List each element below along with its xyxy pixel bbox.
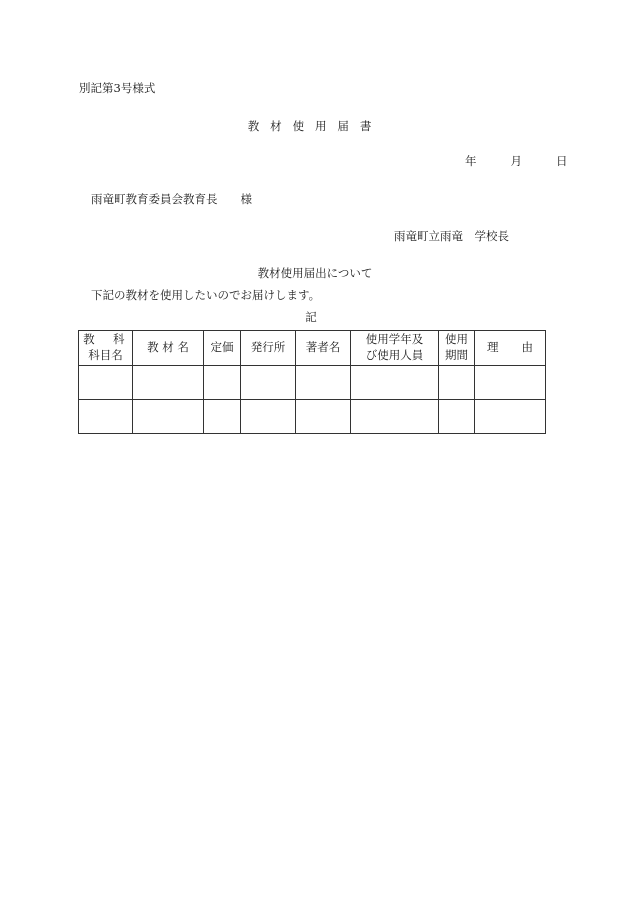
table-cell[interactable] — [439, 400, 475, 434]
table-row — [79, 400, 546, 434]
date-month-label: 月 — [510, 154, 522, 168]
table-row — [79, 366, 546, 400]
material-table — [78, 330, 546, 434]
table-cell[interactable] — [475, 366, 546, 400]
table-cell[interactable] — [204, 366, 241, 400]
date-year-label: 年 — [465, 154, 477, 168]
table-cell[interactable] — [241, 366, 296, 400]
table-cell[interactable] — [351, 366, 439, 400]
header-period: 使用 期間 — [439, 331, 475, 366]
header-price: 定価 — [204, 331, 241, 366]
table-header-row — [79, 331, 546, 366]
form-number: 別記第3号様式 — [79, 81, 156, 95]
date-line — [465, 156, 568, 168]
header-author: 著者名 — [296, 331, 351, 366]
document-title-text: 教材使用届書 — [247, 119, 383, 133]
subject-line: 教材使用届出について — [257, 266, 373, 280]
table-cell[interactable] — [296, 400, 351, 434]
header-grade-and-count: 使用学年及 び使用人員 — [351, 331, 439, 366]
document-title — [0, 121, 630, 133]
header-publisher: 発行所 — [241, 331, 296, 366]
table-cell[interactable] — [133, 400, 204, 434]
addressee: 雨竜町教育委員会教育長 様 — [91, 192, 252, 206]
header-reason: 理 由 — [475, 331, 546, 366]
header-subject: 教 科 科目名 — [79, 331, 133, 366]
header-material-name: 教 材 名 — [133, 331, 204, 366]
intro-text: 下記の教材を使用したいのでお届けします。 — [91, 288, 321, 302]
table-cell[interactable] — [79, 400, 133, 434]
table-cell[interactable] — [475, 400, 546, 434]
table-cell[interactable] — [351, 400, 439, 434]
table-cell[interactable] — [296, 366, 351, 400]
table-cell[interactable] — [241, 400, 296, 434]
date-day-label: 日 — [556, 154, 568, 168]
table-cell[interactable] — [79, 366, 133, 400]
table-cell[interactable] — [204, 400, 241, 434]
sender: 雨竜町立雨竜 学校長 — [394, 229, 509, 243]
table-cell[interactable] — [133, 366, 204, 400]
ki-marker: 記 — [305, 310, 317, 324]
table-cell[interactable] — [439, 366, 475, 400]
